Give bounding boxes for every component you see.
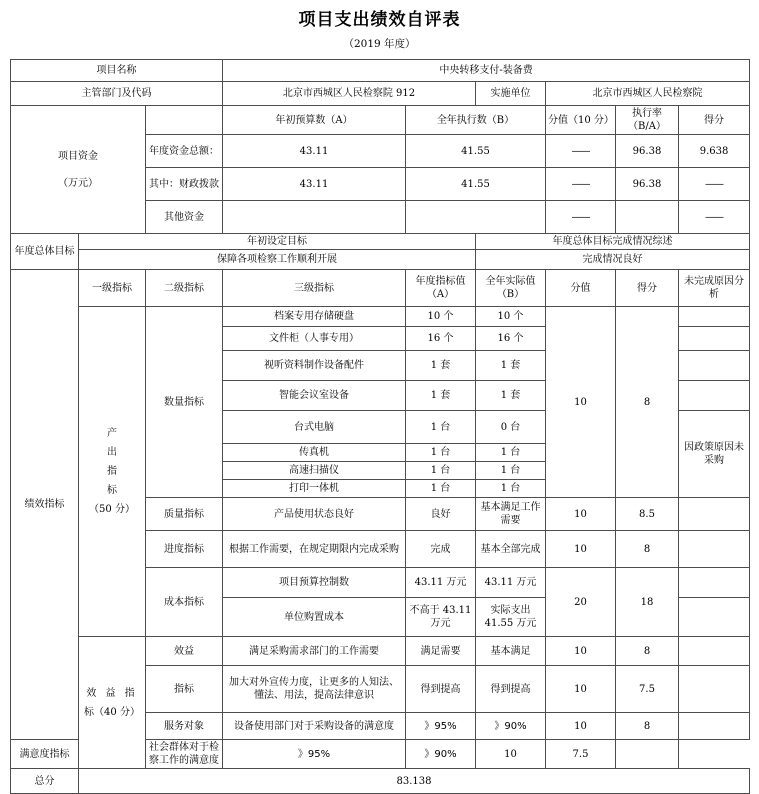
- cost-row-target-2: 不高于 43.11 万元: [406, 598, 476, 637]
- performance-evaluation-table: [10, 59, 750, 794]
- progress-score: 8: [616, 531, 679, 568]
- benefit-label-2: 指标: [146, 666, 223, 713]
- quantity-row-target-2: 16 个: [406, 327, 476, 351]
- cost-row-reason-1: [679, 568, 750, 598]
- document-page: [0, 9, 759, 787]
- annual-goal-completion-value: 完成情况良好: [476, 250, 750, 270]
- funding-fiscal-budget-a: 43.11: [223, 168, 406, 201]
- col-header-indicator-score: 得分: [616, 270, 679, 307]
- cost-row-reason-2: [679, 598, 750, 637]
- benefit-row-actual-4: 》90%: [406, 740, 476, 769]
- table-row-annual-goal-values: [11, 250, 750, 270]
- funding-total-executed-b: 41.55: [406, 135, 546, 168]
- table-row-annual-goal-header: [11, 234, 750, 250]
- annual-goal-set-value: 保障各项检察工作顺利开展: [79, 250, 476, 270]
- annual-goal-label: 年度总体目标: [11, 234, 79, 270]
- project-name-value: 中央转移支付-装备费: [223, 60, 750, 82]
- col-header-reason: 未完成原因分析: [679, 270, 750, 307]
- benefit-score-4: 7.5: [546, 740, 616, 769]
- col-header-actual-b: [476, 270, 546, 307]
- cost-row-actual-1: 43.11 万元: [476, 568, 546, 598]
- funding-total-budget-a: 43.11: [223, 135, 406, 168]
- quality-row-reason: [679, 498, 750, 531]
- satisfaction-label: 满意度指标: [11, 740, 79, 769]
- benefit-row-actual-3: 》90%: [476, 713, 546, 740]
- annual-goal-completion-header: 年度总体目标完成情况综述: [476, 234, 750, 250]
- quantity-row-actual-6: 1 台: [476, 444, 546, 462]
- quantity-row-name-8: 打印一体机: [223, 480, 406, 498]
- benefit-row-actual-1: 基本满足: [476, 637, 546, 666]
- quantity-score-value: 10: [546, 307, 616, 498]
- col-header-level3: 三级指标: [223, 270, 406, 307]
- benefit-score-3: 8: [616, 713, 679, 740]
- benefit-row-name-1: 满足采购需求部门的工作需要: [223, 637, 406, 666]
- benefit-score-2: 7.5: [616, 666, 679, 713]
- funding-other-score-value: ——: [546, 201, 616, 234]
- benefit-row-reason-4: [616, 740, 679, 769]
- table-row-quantity-1: [11, 307, 750, 327]
- benefit-row-target-3: 》95%: [406, 713, 476, 740]
- funding-other-budget-a: [223, 201, 406, 234]
- cost-row-name-1: 项目预算控制数: [223, 568, 406, 598]
- cost-row-actual-2: 实际支出 41.55 万元: [476, 598, 546, 637]
- benefit-row-reason-1: [679, 637, 750, 666]
- project-name-label: 项目名称: [11, 60, 223, 82]
- funding-total-exec-rate: 96.38: [616, 135, 679, 168]
- page-subtitle: （2019 年度）: [343, 38, 416, 50]
- quantity-row-target-8: 1 台: [406, 480, 476, 498]
- quantity-row-reason-1: [679, 307, 750, 327]
- quantity-row-reason-2: [679, 327, 750, 351]
- quantity-row-target-3: 1 套: [406, 351, 476, 381]
- benefit-group-line2: 标（40 分）: [84, 706, 140, 718]
- col-header-exec-rate: 执行率（B/A）: [616, 106, 679, 135]
- quantity-row-target-4: 1 套: [406, 381, 476, 411]
- benefit-score-value-4: 10: [476, 740, 546, 769]
- page-title: 项目支出绩效自评表: [298, 10, 461, 30]
- funding-fiscal-executed-b: 41.55: [406, 168, 546, 201]
- col-header-score-value: 分值（10 分）: [546, 106, 616, 135]
- funding-other-executed-b: [406, 201, 546, 234]
- progress-row-target: 完成: [406, 531, 476, 568]
- benefit-row-name-3: 设备使用部门对于采购设备的满意度: [223, 713, 406, 740]
- benefit-score-value-3: 10: [546, 713, 616, 740]
- quality-row-target: 良好: [406, 498, 476, 531]
- implementing-unit-value: 北京市西城区人民检察院: [546, 82, 750, 106]
- benefit-row-name-4: 社会群体对于检察工作的满意度: [146, 740, 223, 769]
- quantity-row-target-7: 1 台: [406, 462, 476, 480]
- cost-score: 18: [616, 568, 679, 637]
- department-label: 主管部门及代码: [11, 82, 223, 106]
- funding-row-label-other: 其他资金: [146, 201, 223, 234]
- table-row-total: [11, 769, 750, 794]
- table-row-indicator-header: [11, 270, 750, 307]
- quantity-row-target-1: 10 个: [406, 307, 476, 327]
- benefit-indicator-group-label: [79, 637, 146, 769]
- quantity-row-actual-2: 16 个: [476, 327, 546, 351]
- quantity-row-name-1: 档案专用存储硬盘: [223, 307, 406, 327]
- benefit-row-target-4: 》95%: [223, 740, 406, 769]
- output-label-score: （50 分）: [89, 504, 135, 515]
- funding-row-label-total: 年度资金总额：: [146, 135, 223, 168]
- funding-other-score: ——: [679, 201, 750, 234]
- quantity-row-actual-4: 1 套: [476, 381, 546, 411]
- funding-row-label-fiscal: 其中：财政拨款: [146, 168, 223, 201]
- col-header-level2: 二级指标: [146, 270, 223, 307]
- table-row-funding-header: [11, 106, 750, 135]
- quantity-row-target-5: 1 台: [406, 411, 476, 444]
- quantity-row-name-2: 文件柜（人事专用）: [223, 327, 406, 351]
- output-label-char-3: 指: [107, 466, 117, 477]
- progress-row-name: 根据工作需要，在规定期限内完成采购: [223, 531, 406, 568]
- benefit-row-reason-3: [679, 713, 750, 740]
- quantity-row-reason-4: [679, 381, 750, 411]
- quantity-row-name-4: 智能会议室设备: [223, 381, 406, 411]
- progress-score-value: 10: [546, 531, 616, 568]
- quantity-row-name-6: 传真机: [223, 444, 406, 462]
- service-object-label: 服务对象: [146, 713, 223, 740]
- table-row-project-name: [11, 60, 750, 82]
- implementing-unit-label: 实施单位: [476, 82, 546, 106]
- benefit-row-target-1: 满足需要: [406, 637, 476, 666]
- funding-fiscal-exec-rate: 96.38: [616, 168, 679, 201]
- benefit-score-value-1: 10: [546, 637, 616, 666]
- benefit-row-target-2: 得到提高: [406, 666, 476, 713]
- funding-total-score-value: ——: [546, 135, 616, 168]
- quantity-score: 8: [616, 307, 679, 498]
- funding-other-exec-rate: [616, 201, 679, 234]
- output-label-char-2: 出: [107, 447, 117, 458]
- quantity-row-actual-7: 1 台: [476, 462, 546, 480]
- col-header-actual-b-line2: （B）: [496, 289, 525, 300]
- benefit-row-reason-2: [679, 666, 750, 713]
- progress-indicator-label: 进度指标: [146, 531, 223, 568]
- quality-indicator-label: 质量指标: [146, 498, 223, 531]
- output-label-char-4: 标: [107, 485, 117, 496]
- quality-score-value: 10: [546, 498, 616, 531]
- col-header-target-a: [406, 270, 476, 307]
- department-value: 北京市西城区人民检察院 912: [223, 82, 476, 106]
- col-header-score: 得分: [679, 106, 750, 135]
- benefit-label-1: 效益: [146, 637, 223, 666]
- funding-unit-text: （万元）: [58, 177, 98, 189]
- cost-indicator-label: 成本指标: [146, 568, 223, 637]
- quantity-row-actual-3: 1 套: [476, 351, 546, 381]
- quantity-row-target-6: 1 台: [406, 444, 476, 462]
- quantity-row-reason-5: 因政策原因未采购: [679, 411, 750, 498]
- quantity-row-reason-3: [679, 351, 750, 381]
- quantity-indicator-label: 数量指标: [146, 307, 223, 498]
- funding-fiscal-score: ——: [679, 168, 750, 201]
- col-header-indicator-score-value: 分值: [546, 270, 616, 307]
- funding-total-score: 9.638: [679, 135, 750, 168]
- benefit-score-value-2: 10: [546, 666, 616, 713]
- funding-rowlabel-header: [146, 106, 223, 135]
- funding-section-label: [11, 106, 146, 234]
- quality-score: 8.5: [616, 498, 679, 531]
- progress-row-reason: [679, 531, 750, 568]
- col-header-target-a-line1: 年度指标值: [415, 276, 466, 287]
- indicators-section-label: 绩效指标: [11, 270, 79, 740]
- col-header-executed-b: 全年执行数（B）: [406, 106, 546, 135]
- quantity-row-actual-5: 0 台: [476, 411, 546, 444]
- quality-row-actual: 基本满足工作需要: [476, 498, 546, 531]
- cost-score-value: 20: [546, 568, 616, 637]
- total-value: 83.138: [79, 769, 750, 794]
- col-header-target-a-line2: （A）: [426, 289, 455, 300]
- quantity-row-actual-1: 10 个: [476, 307, 546, 327]
- cost-row-target-1: 43.11 万元: [406, 568, 476, 598]
- benefit-row-actual-2: 得到提高: [476, 666, 546, 713]
- table-row-benefit-1: [11, 637, 750, 666]
- funding-fiscal-score-value: ——: [546, 168, 616, 201]
- output-label-char-1: 产: [107, 428, 117, 439]
- col-header-level1: 一级指标: [79, 270, 146, 307]
- progress-row-actual: 基本全部完成: [476, 531, 546, 568]
- quantity-row-name-5: 台式电脑: [223, 411, 406, 444]
- annual-goal-set-header: 年初设定目标: [79, 234, 476, 250]
- col-header-budget-a: 年初预算数（A）: [223, 106, 406, 135]
- benefit-row-name-2: 加大对外宣传力度，让更多的人知法、懂法、用法，提高法律意识: [223, 666, 406, 713]
- benefit-score-1: 8: [616, 637, 679, 666]
- quantity-row-name-7: 高速扫描仪: [223, 462, 406, 480]
- col-header-actual-b-line1: 全年实际值: [485, 276, 536, 287]
- benefit-group-line1: 效 益 指: [86, 687, 138, 699]
- funding-label-text: 项目资金: [58, 150, 98, 162]
- quality-row-name: 产品使用状态良好: [223, 498, 406, 531]
- quantity-row-actual-8: 1 台: [476, 480, 546, 498]
- cost-row-name-2: 单位购置成本: [223, 598, 406, 637]
- output-indicator-group-label: [79, 307, 146, 637]
- quantity-row-name-3: 视听资料制作设备配件: [223, 351, 406, 381]
- table-row-department: [11, 82, 750, 106]
- total-label: 总分: [11, 769, 79, 794]
